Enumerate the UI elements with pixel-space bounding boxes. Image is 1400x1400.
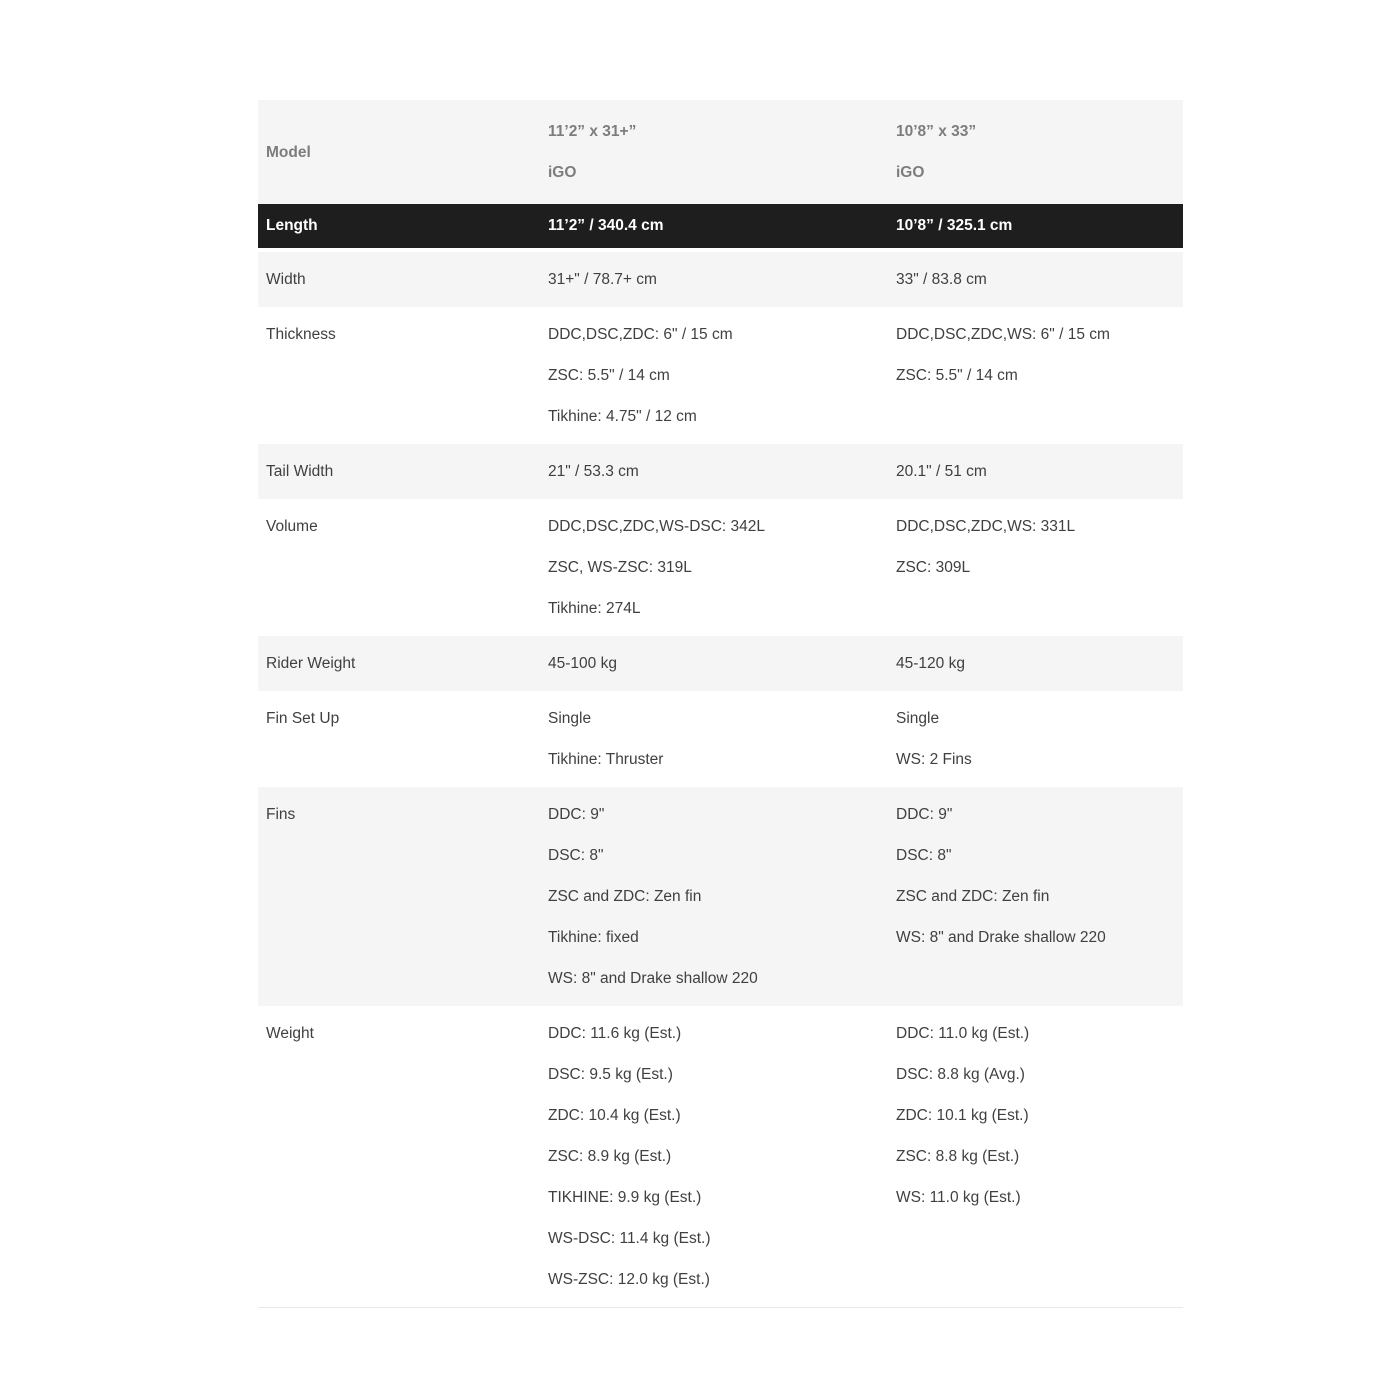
spec-row-tail-width	[258, 444, 1183, 499]
spec-value-weight-1	[540, 1006, 888, 1308]
spec-value-weight-2	[888, 1006, 1183, 1308]
spec-value-line: DDC,DSC,ZDC,WS: 6" / 15 cm	[896, 326, 1110, 343]
spec-value-line: 45-120 kg	[896, 655, 965, 672]
spec-value-line: TIKHINE: 9.9 kg (Est.)	[548, 1189, 702, 1206]
spec-value-line: DDC: 9"	[548, 806, 605, 823]
model-1-name: iGO	[548, 164, 577, 181]
model-2-size: 10’8” x 33”	[896, 123, 977, 140]
spec-value-line: ZSC: 5.5" / 14 cm	[548, 367, 670, 384]
spec-value-width-1	[540, 250, 888, 307]
spec-value-line: ZSC: 8.9 kg (Est.)	[548, 1148, 672, 1165]
spec-row-weight	[258, 1006, 1183, 1308]
model-1-size: 11’2” x 31+”	[548, 123, 637, 140]
spec-row-fins	[258, 787, 1183, 1006]
spec-value-line: 33" / 83.8 cm	[896, 271, 987, 288]
spec-value-volume-1	[540, 499, 888, 636]
spec-table	[258, 100, 1183, 1308]
spec-value-line: Tikhine: 274L	[548, 600, 641, 617]
spec-row-rider-weight	[258, 636, 1183, 691]
spec-header-model-1	[540, 100, 888, 204]
spec-value-line: DDC: 9"	[896, 806, 953, 823]
spec-value-fin-set-up-2	[888, 691, 1183, 787]
spec-value-volume-2	[888, 499, 1183, 636]
spec-label-text: Thickness	[266, 326, 336, 343]
spec-row-thickness	[258, 307, 1183, 444]
spec-value-line: 31+" / 78.7+ cm	[548, 271, 657, 288]
spec-value-line: DDC,DSC,ZDC,WS: 331L	[896, 518, 1076, 535]
spec-label-text: Width	[266, 271, 306, 288]
spec-row-fin-set-up	[258, 691, 1183, 787]
spec-value-rider-weight-1	[540, 636, 888, 691]
spec-label-text: Fins	[266, 806, 296, 823]
spec-value-tail-width-2	[888, 444, 1183, 499]
spec-value-line: DDC: 11.0 kg (Est.)	[896, 1025, 1030, 1042]
spec-value-length-2	[888, 204, 1183, 250]
spec-value-line: ZSC and ZDC: Zen fin	[548, 888, 702, 905]
spec-value-line: WS: 8" and Drake shallow 220	[548, 970, 758, 987]
spec-value-fin-set-up-1	[540, 691, 888, 787]
spec-value-line: 10’8” / 325.1 cm	[896, 217, 1013, 234]
spec-label-length	[258, 204, 540, 250]
spec-value-line: Tikhine: 4.75" / 12 cm	[548, 408, 697, 425]
spec-value-line: ZSC and ZDC: Zen fin	[896, 888, 1050, 905]
spec-value-line: WS: 2 Fins	[896, 751, 972, 768]
spec-value-line: ZSC: 5.5" / 14 cm	[896, 367, 1018, 384]
spec-value-length-1	[540, 204, 888, 250]
spec-value-line: Single	[548, 710, 592, 727]
spec-value-rider-weight-2	[888, 636, 1183, 691]
spec-value-line: WS-ZSC: 12.0 kg (Est.)	[548, 1271, 710, 1288]
spec-label-weight	[258, 1006, 540, 1308]
spec-label-model	[258, 100, 540, 204]
spec-label-text: Rider Weight	[266, 655, 356, 672]
spec-value-line: ZDC: 10.4 kg (Est.)	[548, 1107, 681, 1124]
spec-value-line: DDC: 11.6 kg (Est.)	[548, 1025, 682, 1042]
spec-label-fins	[258, 787, 540, 1006]
spec-row-length	[258, 204, 1183, 250]
spec-label-volume	[258, 499, 540, 636]
spec-value-line: WS: 11.0 kg (Est.)	[896, 1189, 1021, 1206]
spec-value-line: DDC,DSC,ZDC,WS-DSC: 342L	[548, 518, 766, 535]
spec-value-line: WS-DSC: 11.4 kg (Est.)	[548, 1230, 711, 1247]
spec-label-tail-width	[258, 444, 540, 499]
spec-value-line: DSC: 8.8 kg (Avg.)	[896, 1066, 1025, 1083]
spec-value-line: 45-100 kg	[548, 655, 617, 672]
spec-value-line: 21" / 53.3 cm	[548, 463, 639, 480]
spec-value-thickness-1	[540, 307, 888, 444]
spec-value-fins-1	[540, 787, 888, 1006]
spec-label-text: Weight	[266, 1025, 314, 1042]
spec-value-line: ZSC: 309L	[896, 559, 971, 576]
spec-label-thickness	[258, 307, 540, 444]
spec-value-thickness-2	[888, 307, 1183, 444]
spec-label-text: Volume	[266, 518, 318, 535]
spec-value-line: DSC: 8"	[548, 847, 604, 864]
spec-label-text: Fin Set Up	[266, 710, 340, 727]
spec-row-volume	[258, 499, 1183, 636]
spec-value-line: DDC,DSC,ZDC: 6" / 15 cm	[548, 326, 733, 343]
spec-label-text: Tail Width	[266, 463, 334, 480]
spec-label-rider-weight	[258, 636, 540, 691]
spec-label-text: Model	[266, 143, 311, 161]
model-2-name: iGO	[896, 164, 925, 181]
spec-value-line: ZDC: 10.1 kg (Est.)	[896, 1107, 1029, 1124]
spec-value-line: WS: 8" and Drake shallow 220	[896, 929, 1106, 946]
spec-value-line: 11’2” / 340.4 cm	[548, 217, 664, 234]
spec-value-tail-width-1	[540, 444, 888, 499]
spec-value-line: Single	[896, 710, 940, 727]
spec-value-line: Tikhine: fixed	[548, 929, 639, 946]
spec-row-model	[258, 100, 1183, 204]
spec-value-line: DSC: 9.5 kg (Est.)	[548, 1066, 673, 1083]
spec-row-width	[258, 250, 1183, 307]
spec-value-line: DSC: 8"	[896, 847, 952, 864]
spec-label-fin-set-up	[258, 691, 540, 787]
spec-value-line: Tikhine: Thruster	[548, 751, 664, 768]
spec-label-width	[258, 250, 540, 307]
spec-value-fins-2	[888, 787, 1183, 1006]
spec-header-model-2	[888, 100, 1183, 204]
spec-label-text: Length	[266, 217, 318, 234]
spec-value-line: ZSC: 8.8 kg (Est.)	[896, 1148, 1020, 1165]
spec-value-line: 20.1" / 51 cm	[896, 463, 987, 480]
spec-value-line: ZSC, WS-ZSC: 319L	[548, 559, 692, 576]
spec-value-width-2	[888, 250, 1183, 307]
